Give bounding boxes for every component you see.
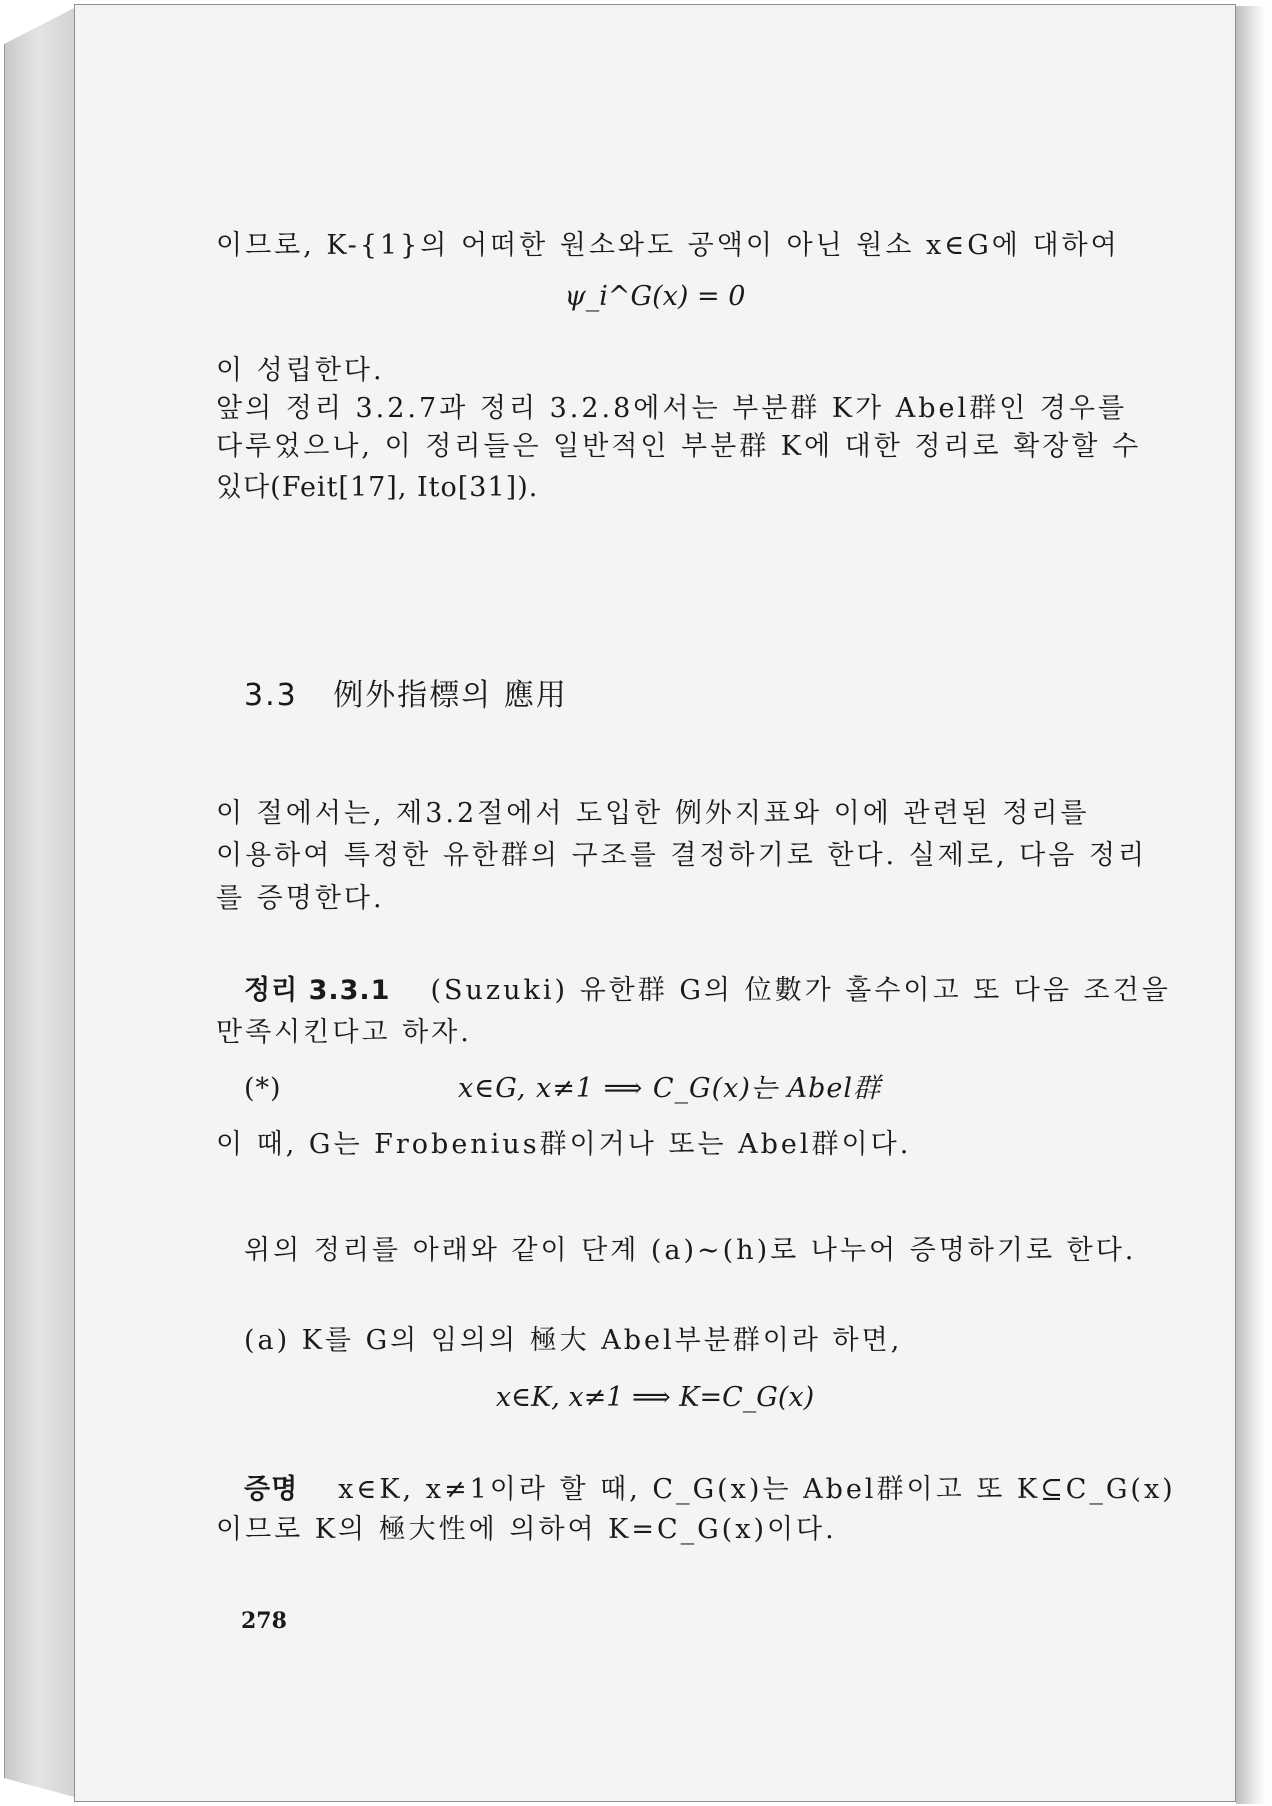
text-line: 위의 정리를 아래와 같이 단계 (a)∼(h)로 나누어 증명하기로 한다. [244, 1235, 1137, 1266]
proof-label: 증명 [244, 1474, 299, 1505]
proof-text: x∈K, x≠1이라 할 때, C_G(x)는 Abel群이고 또 K⊆C_G(x) [338, 1474, 1176, 1505]
text-line: 이 때, G는 Frobenius群이거나 또는 Abel群이다. [216, 1129, 912, 1160]
text-line: 있다(Feit[17], Ito[31]). [216, 472, 539, 503]
text-line: 이용하여 특정한 유한群의 구조를 결정하기로 한다. 실제로, 다음 정리 [216, 840, 1148, 871]
text-line: 이 성립한다. [216, 355, 385, 386]
equation: ψ_i^G(x) = 0 [564, 281, 746, 312]
page-number: 278 [241, 1608, 287, 1634]
section-title: 例外指標의 應用 [333, 678, 568, 713]
text-line: 이므로, K-{1}의 어떠한 원소와도 공액이 아닌 원소 x∈G에 대하여 [216, 230, 1120, 261]
book-spine-edge [4, 6, 78, 1798]
text-line: 만족시킨다고 하자. [216, 1017, 472, 1048]
equation: x∈K, x≠1 ⟹ K=C_G(x) [495, 1382, 815, 1413]
section-heading [244, 670, 568, 714]
text-line: 이므로 K의 極大性에 의하여 K=C_G(x)이다. [216, 1514, 837, 1545]
proof-line [244, 1473, 1176, 1507]
section-number: 3.3 [244, 678, 298, 713]
theorem-label: 정리 3.3.1 [244, 975, 391, 1006]
theorem-line [244, 974, 1171, 1008]
condition-label: (*) [244, 1073, 282, 1104]
text-line: 앞의 정리 3.2.7과 정리 3.2.8에서는 부분群 K가 Abel群인 경우를 [216, 393, 1128, 424]
text-line: 를 증명한다. [216, 883, 385, 914]
text-line: 다루었으나, 이 정리들은 일반적인 부분群 K에 대한 정리로 확장할 수 [216, 431, 1142, 462]
theorem-text: (Suzuki) 유한群 G의 位數가 홀수이고 또 다음 조건을 [430, 975, 1171, 1006]
page-shadow [1236, 6, 1266, 1804]
text-line: (a) K를 G의 임의의 極大 Abel부분群이라 하면, [244, 1325, 903, 1356]
condition-equation: x∈G, x≠1 ⟹ C_G(x)는 Abel群 [458, 1073, 881, 1104]
text-line: 이 절에서는, 제3.2절에서 도입한 例外지표와 이에 관련된 정리를 [216, 798, 1090, 829]
